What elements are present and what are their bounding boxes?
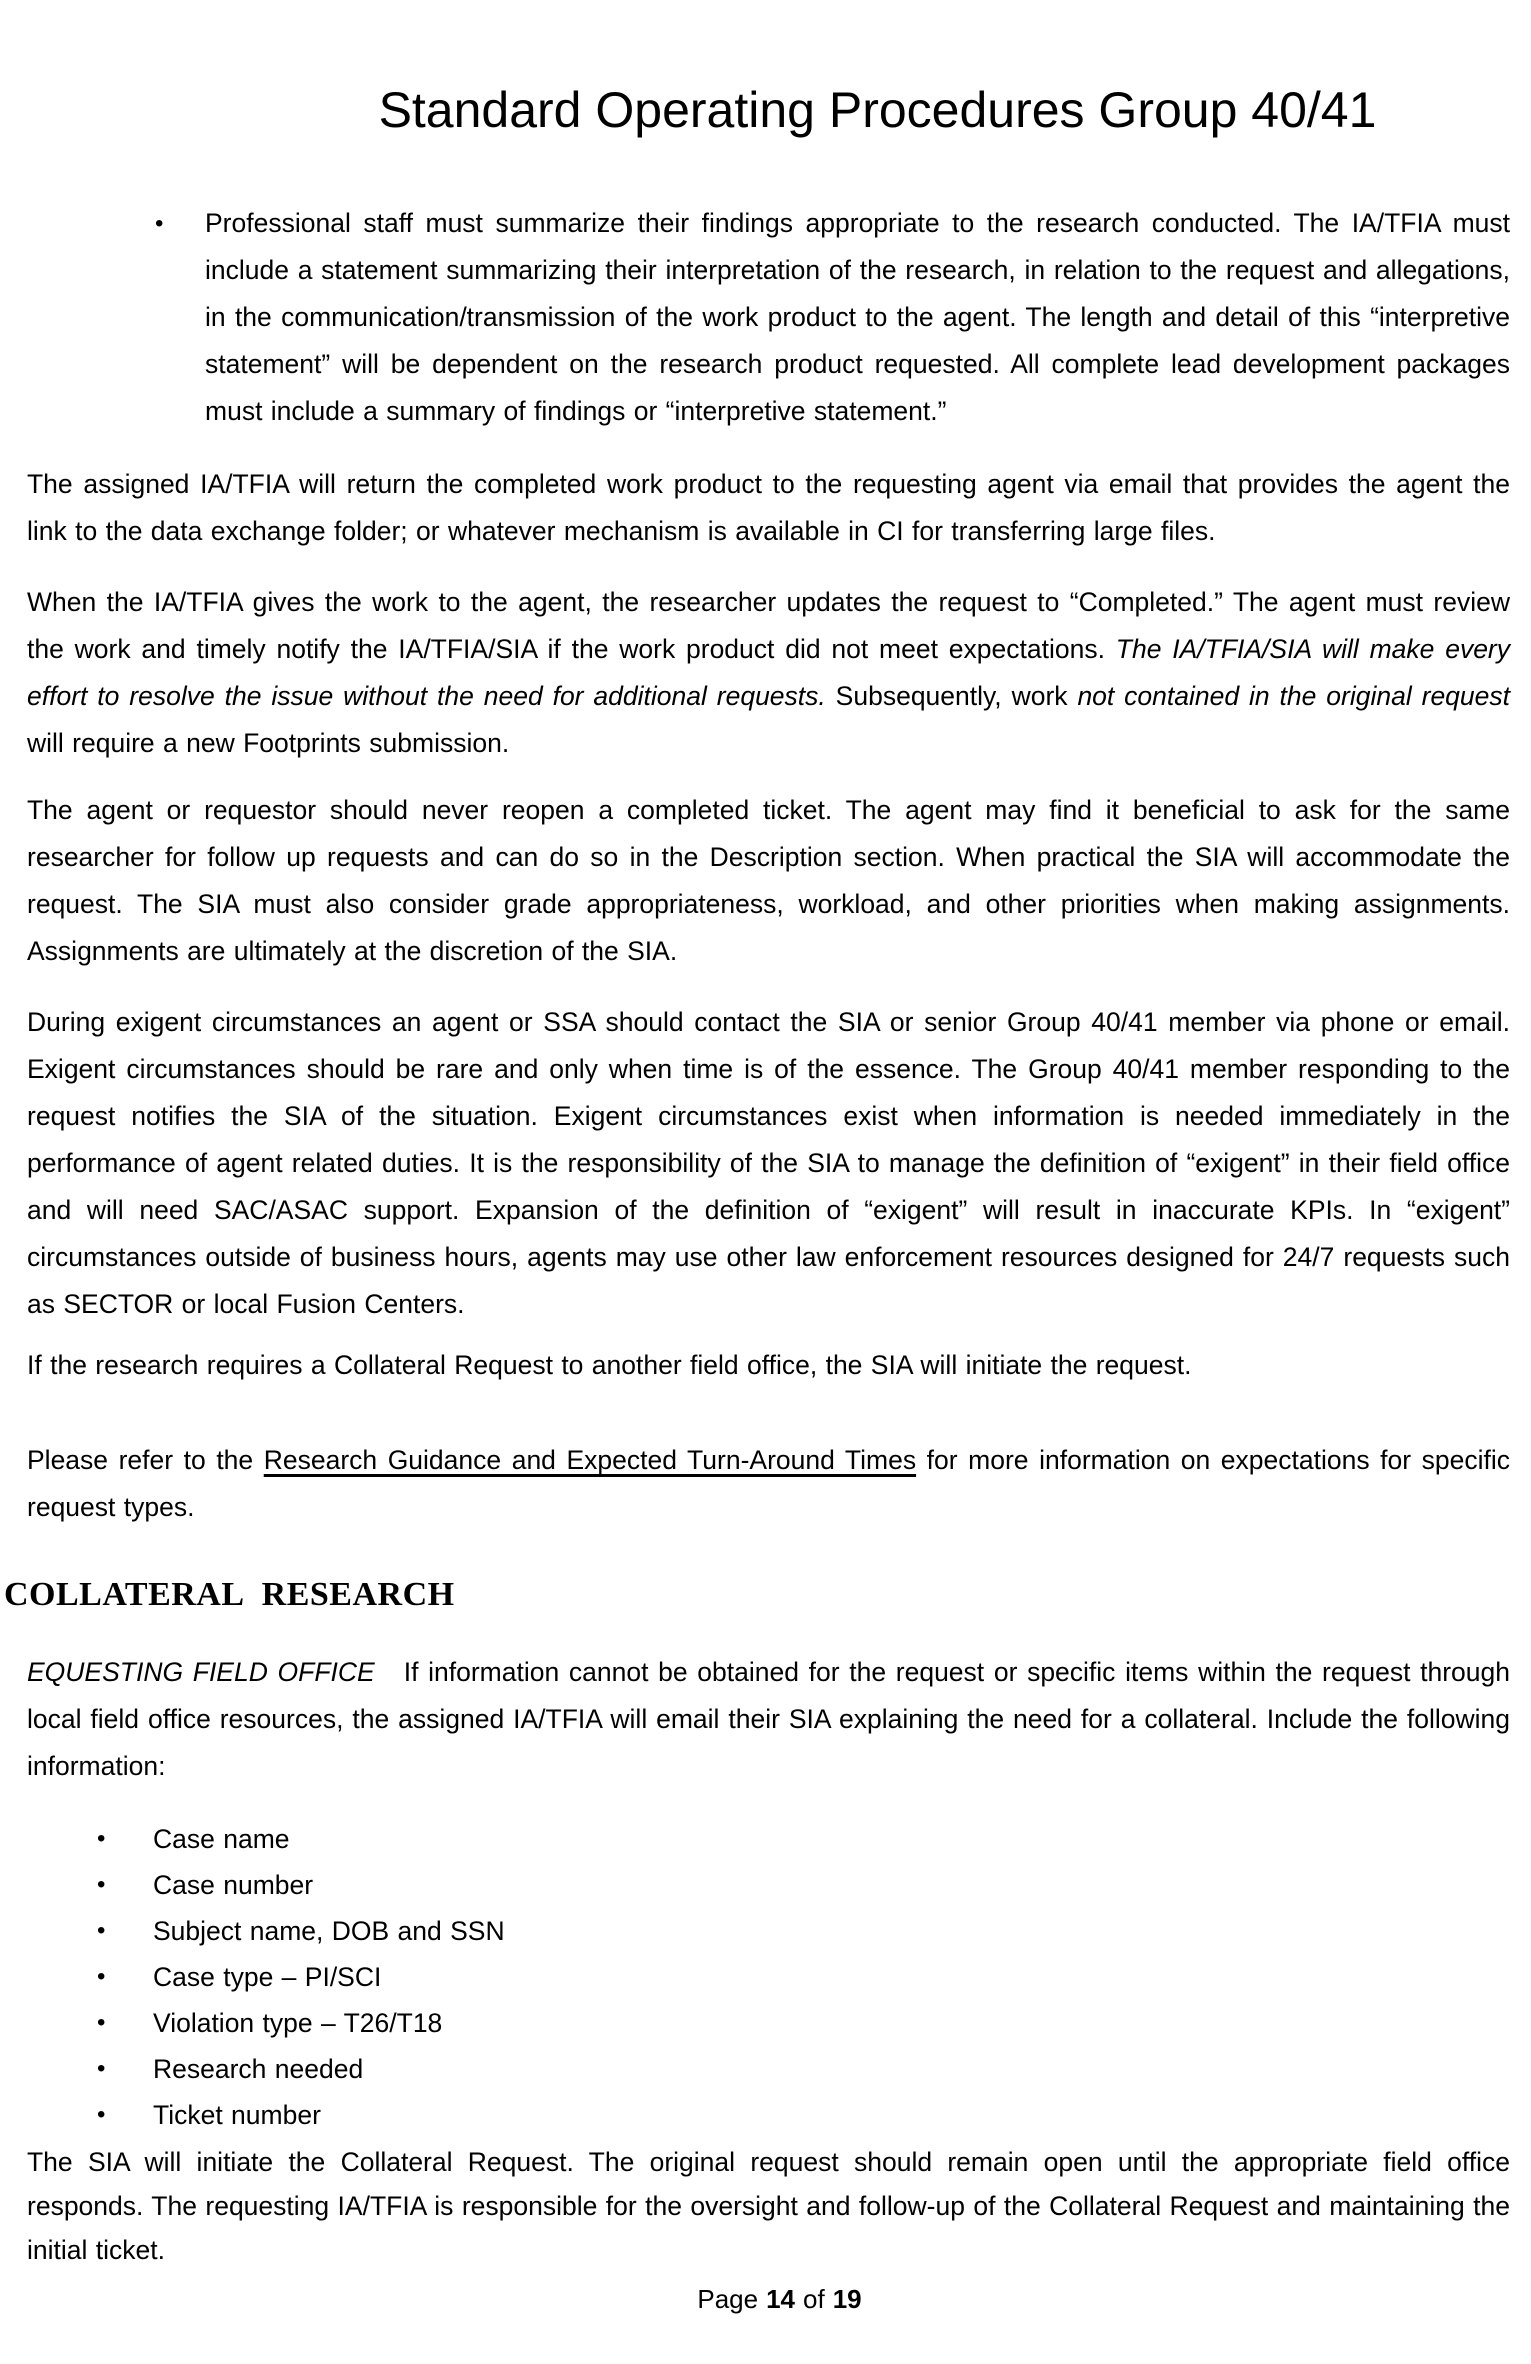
- footer-of-word: of: [803, 2284, 825, 2314]
- research-guidance-link[interactable]: Research Guidance and Expected Turn-Around Times: [263, 1445, 917, 1475]
- collateral-research-heading: COLLATERAL RESEARCH: [4, 1576, 455, 1613]
- list-item: [97, 2092, 1510, 2138]
- text-run: If the research requires a Collateral Request to another field office, the SIA will initiate the request.: [27, 1350, 1192, 1380]
- list-item: [97, 2000, 1510, 2046]
- text-run: Subsequently, work: [825, 681, 1078, 711]
- text-run: The agent or requestor should never reopen a completed ticket. The agent may find it beneficial to ask for the same researcher for follow up requests and can do so in the Description section. When practical the SIA will accommodate the request. The SIA must also consider grade appropriateness, workload, and other priorities when making assignments. Assignments are ultimately at the discretion of the SIA.: [27, 795, 1510, 966]
- bullet-icon: •: [97, 2009, 106, 2036]
- text-run: The assigned IA/TFIA will return the completed work product to the requesting agent via email that provides the agent the link to the data exchange folder; or whatever mechanism is available in CI for transferring large files.: [27, 469, 1510, 546]
- paragraph-reopen-ticket: [27, 787, 1510, 975]
- list-item: [97, 1954, 1510, 2000]
- paragraph-completed-request: [27, 579, 1510, 767]
- bullet-icon: •: [97, 1825, 106, 1852]
- list-item-text: Case name: [153, 1824, 290, 1854]
- text-run: During exigent circumstances an agent or SSA should contact the SIA or senior Group 40/41 member via phone or email. Exigent circumstances should be rare and only when time is of the essence. The Group 40/41 member responding to the request notifies the SIA of the situation. Exigent circumstances exist when information is needed immediately in the performance of agent related duties. It is the responsibility of the SIA to manage the definition of “exigent” in their field office and will need SAC/ASAC support. Expansion of the definition of “exigent” will result in inaccurate KPIs. In “exigent” circumstances outside of business hours, agents may use other law enforcement resources designed for 24/7 requests such as SECTOR or local Fusion Centers.: [27, 1007, 1510, 1319]
- document-body: [4, 200, 1511, 2272]
- page-footer: [14, 2284, 1531, 2314]
- bullet-text: [205, 200, 1510, 435]
- list-item-text: Subject name, DOB and SSN: [153, 1916, 505, 1946]
- list-item: [97, 2046, 1510, 2092]
- list-item-text: Ticket number: [153, 2100, 321, 2130]
- bullet-icon: •: [97, 1871, 106, 1898]
- text-run: will require a new Footprints submission.: [27, 728, 510, 758]
- footer-page-number: 14: [766, 2284, 796, 2314]
- bullet-icon: •: [97, 1917, 106, 1944]
- list-item: [97, 1816, 1510, 1862]
- text-run: Please refer to the: [27, 1445, 264, 1475]
- bullet-icon: •: [97, 2055, 106, 2082]
- paragraph-requesting-field-office: [27, 1649, 1510, 1790]
- footer-page-word: Page: [697, 2284, 759, 2314]
- text-run: When the IA/TFIA gives the work to the agent, the researcher updates the request to “Completed.” The agent must review the work and timely notify the IA/TFIA/SIA if the work product did not meet expectations.: [27, 587, 1510, 664]
- text-run: The IA/TFIA/SIA will make every effort to resolve the issue without the need for additional requests.: [27, 634, 1511, 711]
- paragraph-sia-initiate-collateral: [27, 2140, 1510, 2272]
- text-run: for more information on expectations for specific request types.: [27, 1445, 1510, 1522]
- paragraph-return-work-product: [27, 461, 1510, 555]
- list-item-text: Case type – PI/SCI: [153, 1962, 382, 1992]
- text-run: not contained in the original request: [1077, 681, 1511, 711]
- collateral-info-list: [27, 1816, 1510, 2138]
- list-item: [97, 1862, 1510, 1908]
- list-item-text: Research needed: [153, 2054, 364, 2084]
- bullet-icon: •: [155, 210, 164, 237]
- paragraph-exigent-circumstances: [27, 999, 1510, 1328]
- footer-total-pages: 19: [832, 2284, 862, 2314]
- bullet-icon: •: [97, 1963, 106, 1990]
- paragraph-research-guidance: [27, 1437, 1510, 1531]
- text-run: The SIA will initiate the Collateral Request. The original request should remain open until the appropriate field office responds. The requesting IA/TFIA is responsible for the oversight and follow-up of the Collateral Request and maintaining the initial ticket.: [27, 2147, 1510, 2265]
- text-run: If information cannot be obtained for the request or specific items within the request through local field office resources, the assigned IA/TFIA will email their SIA explaining the need for a collateral. Include the following information:: [27, 1657, 1510, 1781]
- list-item: [97, 1908, 1510, 1954]
- list-item-text: Case number: [153, 1870, 314, 1900]
- summary-bullet: [27, 200, 1510, 435]
- bullet-icon: •: [97, 2101, 106, 2128]
- text-run: EQUESTING FIELD OFFICE: [27, 1657, 375, 1687]
- paragraph-collateral-initiate: [27, 1342, 1510, 1389]
- text-run: Professional staff must summarize their findings appropriate to the research conducted. The IA/TFIA must include a statement summarizing their interpretation of the research, in relation to the request and allegations, in the communication/transmission of the work product to the agent. The length and detail of this “interpretive statement” will be dependent on the research product requested. All complete lead development packages must include a summary of findings or “interpretive statement.”: [205, 208, 1510, 426]
- list-item-text: Violation type – T26/T18: [153, 2008, 443, 2038]
- document-title: Standard Operating Procedures Group 40/41: [378, 82, 1377, 138]
